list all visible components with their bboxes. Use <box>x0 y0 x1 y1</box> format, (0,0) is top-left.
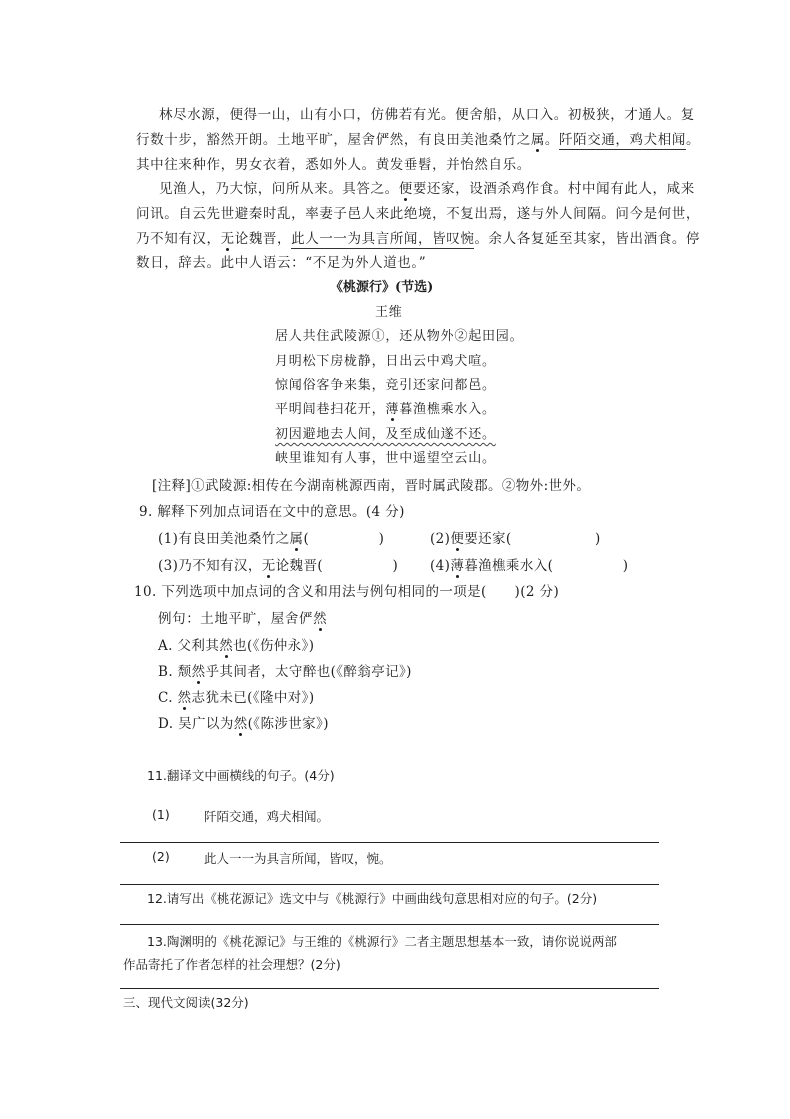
answer-line[interactable] <box>120 924 659 925</box>
answer-blank[interactable]: 论魏晋( ) <box>275 558 399 574</box>
annotation-note: [注释]①武陵源:相传在今湖南桃源西南，晋时属武陵郡。②物外:世外。 <box>152 478 591 494</box>
text: 也(《伤仲永》) <box>233 638 315 654</box>
text: (4) <box>430 558 451 574</box>
underlined-sentence-2: 此人一一为具言所闻，皆叹惋 <box>291 231 475 247</box>
question-10-option-d[interactable] <box>158 712 329 732</box>
text: D. 吴广以为 <box>158 716 234 732</box>
dotted-word: 属 <box>289 531 304 547</box>
answer-blank[interactable]: 暮渔樵乘水入( ) <box>464 558 629 574</box>
answer-line[interactable] <box>120 988 659 989</box>
dotted-word: 便 <box>398 181 413 197</box>
dotted-word: 然 <box>177 690 192 706</box>
dotted-word: 然 <box>219 638 234 654</box>
poem-line-5 <box>275 423 496 442</box>
dotted-word: 属 <box>530 132 545 148</box>
text: (2) <box>430 531 451 547</box>
passage-p2-line2: 问讯。自云先世避秦时乱，率妻子邑人来此绝境，不复出焉，遂与外人间隔。问今是何世， <box>136 206 700 222</box>
question-10-stem: 10. 下列选项中加点词的含义和用法与例句相同的一项是( )(2 分) <box>134 584 560 600</box>
dotted-word: 薄 <box>450 558 465 574</box>
question-9-item-1 <box>158 527 384 547</box>
underlined-sentence-1: 阡陌交通，鸡犬相闻 <box>559 132 686 148</box>
poem-title: 《桃源行》(节选) <box>330 280 434 295</box>
text: 乎其间者，太守醉也(《醉翁亭记》) <box>205 664 412 680</box>
poem-line-6: 峡里谁知有人事，世中遥望空云山。 <box>275 451 496 466</box>
text: C. <box>158 690 178 706</box>
poem-author: 王维 <box>375 305 403 320</box>
passage-p1-line3: 其中往来种作，男女衣着，悉如外人。黄发垂髫，并怡然自乐。 <box>136 157 531 173</box>
passage-p2-line1 <box>159 177 695 197</box>
text: 志犹未已(《隆中对》) <box>191 690 315 706</box>
question-13-line-2: 作品寄托了作者怎样的社会理想？(2分) <box>123 957 341 972</box>
question-11-item-2-number: (2) <box>152 849 170 864</box>
text: 乃不知有汉， <box>136 231 221 247</box>
poem-line-4 <box>275 398 496 417</box>
answer-line[interactable] <box>120 842 659 843</box>
dotted-word: 无 <box>261 558 276 574</box>
question-9-item-4 <box>430 554 628 574</box>
passage-p1-line1: 林尽水源，便得一山，山有小口，仿佛若有光。便舍船，从口入。初极狭，才通人。复 <box>159 107 695 123</box>
question-10-example <box>158 607 327 627</box>
dotted-word: 然 <box>313 611 328 627</box>
question-9-stem: 9. 解释下列加点词语在文中的意思。(4 分) <box>139 504 405 520</box>
question-12: 12.请写出《桃花源记》选文中与《桃源行》中画曲线句意思相对应的句子。(2分) <box>147 891 598 906</box>
question-11-item-1-number: (1) <box>152 807 170 822</box>
text: (《陈涉世家》) <box>247 716 329 732</box>
wavy-underlined-line: 初因避地去人间，及至成仙遂不还。 <box>275 427 496 442</box>
question-9-item-3 <box>158 554 398 574</box>
answer-line[interactable] <box>120 884 659 885</box>
dotted-word: 然 <box>191 664 206 680</box>
question-10-option-c[interactable] <box>158 686 314 706</box>
passage-p1-line2 <box>136 128 700 148</box>
text: 。 <box>544 132 560 148</box>
text: 。余人各复延至其家，皆出酒食。停 <box>474 231 701 247</box>
text: 。 <box>685 132 701 148</box>
text: 暮渔樵乘水入。 <box>399 402 496 417</box>
text: B. 颓 <box>158 664 192 680</box>
text: (1)有良田美池桑竹之 <box>158 531 290 547</box>
dotted-word: 薄 <box>385 402 400 417</box>
dotted-word: 便 <box>450 531 465 547</box>
passage-p2-line3 <box>136 227 700 247</box>
poem-line-3: 惊闻俗客争来集，竞引还家问都邑。 <box>275 378 496 393</box>
text: 见渔人，乃大惊，问所从来。具答之。 <box>159 181 399 197</box>
text: 平明闾巷扫花开， <box>275 402 386 417</box>
answer-blank[interactable]: ( ) <box>303 531 385 547</box>
text: (3)乃不知有汉， <box>158 558 262 574</box>
question-9-item-2 <box>430 527 601 547</box>
text: 行数十步，豁然开朗。土地平旷，屋舍俨然，有良田美池桑竹之 <box>136 132 531 148</box>
text: 例句：土地平旷，屋舍俨 <box>158 611 314 627</box>
question-11-item-1-text: 阡陌交通，鸡犬相闻。 <box>204 809 330 824</box>
passage-p2-line4: 数日，辞去。此中人语云：“不足为外人道也。” <box>136 255 427 271</box>
text: 要还家，设酒杀鸡作食。村中闻有此人，咸来 <box>412 181 695 197</box>
section-3-heading: 三、现代文阅读(32分) <box>123 995 249 1010</box>
answer-blank[interactable]: 要还家( ) <box>464 531 601 547</box>
text: A. 父利其 <box>158 638 220 654</box>
question-11-item-2-text: 此人一一为具言所闻，皆叹，惋。 <box>204 851 392 866</box>
question-11-stem: 11.翻译文中画横线的句子。(4分) <box>147 768 335 783</box>
text: 论魏晋， <box>234 231 292 247</box>
question-10-option-a[interactable] <box>158 634 314 654</box>
poem-line-2: 月明松下房栊静，日出云中鸡犬喧。 <box>275 354 496 369</box>
poem-line-1: 居人共住武陵源①，还从物外②起田园。 <box>275 329 524 344</box>
dotted-word: 然 <box>233 716 248 732</box>
question-13-line-1: 13.陶渊明的《桃花源记》与王维的《桃源行》二者主题思想基本一致，请你说说两部 <box>147 934 617 949</box>
dotted-word: 无 <box>220 231 235 247</box>
question-10-option-b[interactable] <box>158 660 412 680</box>
